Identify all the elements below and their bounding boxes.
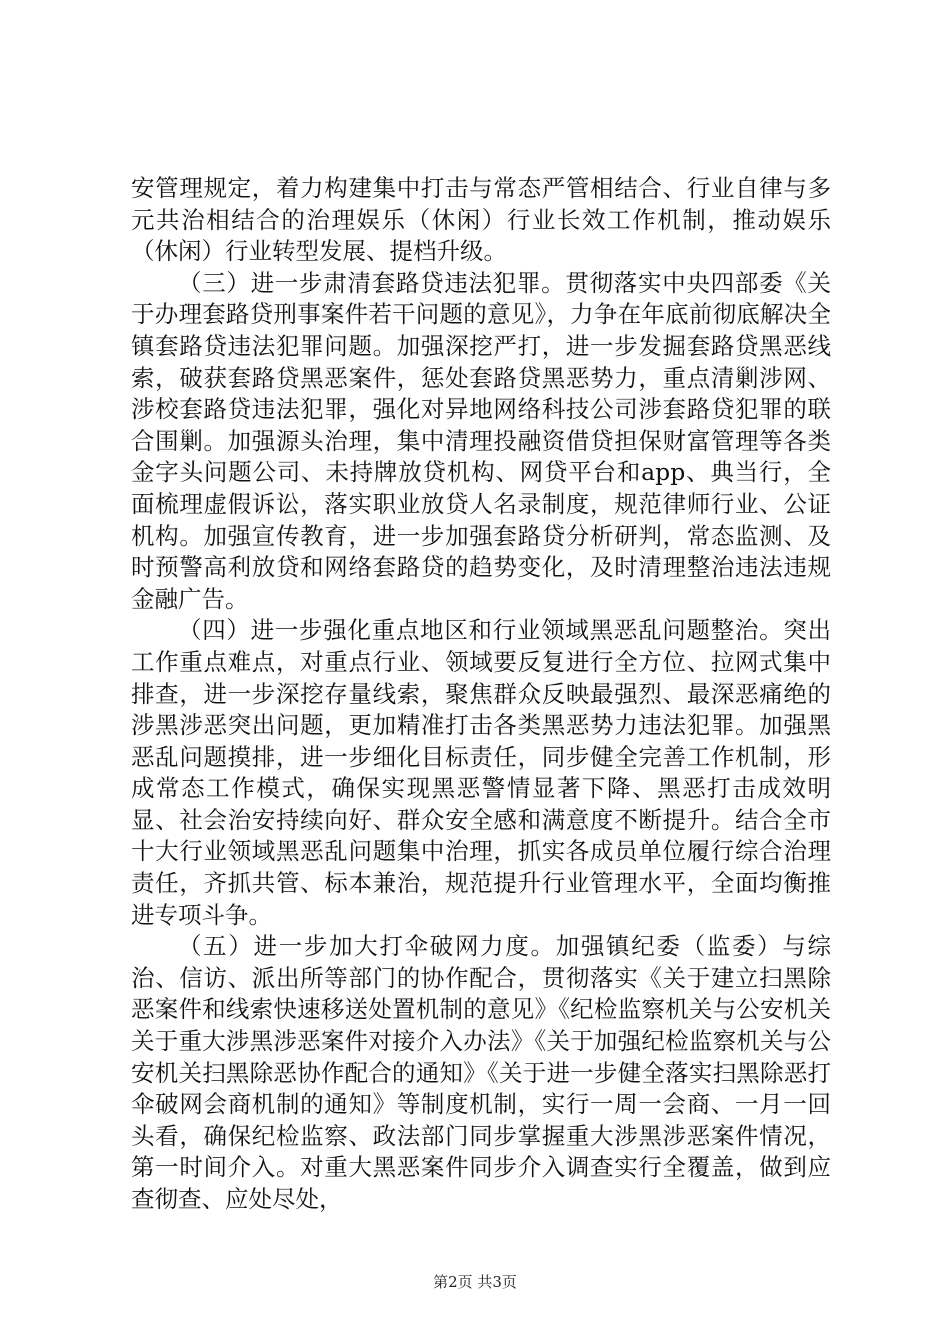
paragraph-section-3: （三）进一步肃清套路贷违法犯罪。贯彻落实中央四部委《关于办理套路贷刑事案件若干问题的意见》，力争在年底前彻底解决全镇套路贷违法犯罪问题。加强深挖严打，进一步发掘套路贷黑恶线索，破获套路贷黑恶案件，惩处套路贷黑恶势力，重点清剿涉网、涉校套路贷违法犯罪，强化对异地网络科技公司涉套路贷犯罪的联合围剿。加强源头治理，集中清理投融资借贷担保财富管理等各类金字头问题公司、未持牌放贷机构、网贷平台和app、典当行，全面梳理虚假诉讼，落实职业放贷人名录制度，规范律师行业、公证机构。加强宣传教育，进一步加强套路贷分析研判，常态监测、及时预警高利放贷和网络套路贷的趋势变化，及时清理整治违法违规金融广告。 <box>131 268 831 613</box>
page-number-footer: 第2页 共3页 <box>433 1273 517 1291</box>
paragraph-section-4: （四）进一步强化重点地区和行业领域黑恶乱问题整治。突出工作重点难点，对重点行业、领域要反复进行全方位、拉网式集中排查，进一步深挖存量线索，聚焦群众反映最强烈、最深恶痛绝的涉黑涉恶突出问题，更加精准打击各类黑恶势力违法犯罪。加强黑恶乱问题摸排，进一步细化目标责任，同步健全完善工作机制，形成常态工作模式，确保实现黑恶警情显著下降、黑恶打击成效明显、社会治安持续向好、群众安全感和满意度不断提升。结合全市十大行业领域黑恶乱问题集中治理，抓实各成员单位履行综合治理责任，齐抓共管、标本兼治，规范提升行业管理水平，全面均衡推进专项斗争。 <box>131 616 831 929</box>
paragraph-continuation: 安管理规定，着力构建集中打击与常态严管相结合、行业自律与多元共治相结合的治理娱乐（休闲）行业长效工作机制，推动娱乐（休闲）行业转型发展、提档升级。 <box>131 174 831 266</box>
paragraph-section-5: （五）进一步加大打伞破网力度。加强镇纪委（监委）与综治、信访、派出所等部门的协作配合，贯彻落实《关于建立扫黑除恶案件和线索快速移送处置机制的意见》《纪检监察机关与公安机关关于重大涉黑涉恶案件对接介入办法》《关于加强纪检监察机关与公安机关扫黑除恶协作配合的通知》《关于进一步健全落实扫黑除恶打伞破网会商机制的通知》等制度机制，实行一周一会商、一月一回头看，确保纪检监察、政法部门同步掌握重大涉黑涉恶案件情况，第一时间介入。对重大黑恶案件同步介入调查实行全覆盖，做到应查彻查、应处尽处， <box>131 932 831 1213</box>
document-body <box>131 173 831 1216</box>
